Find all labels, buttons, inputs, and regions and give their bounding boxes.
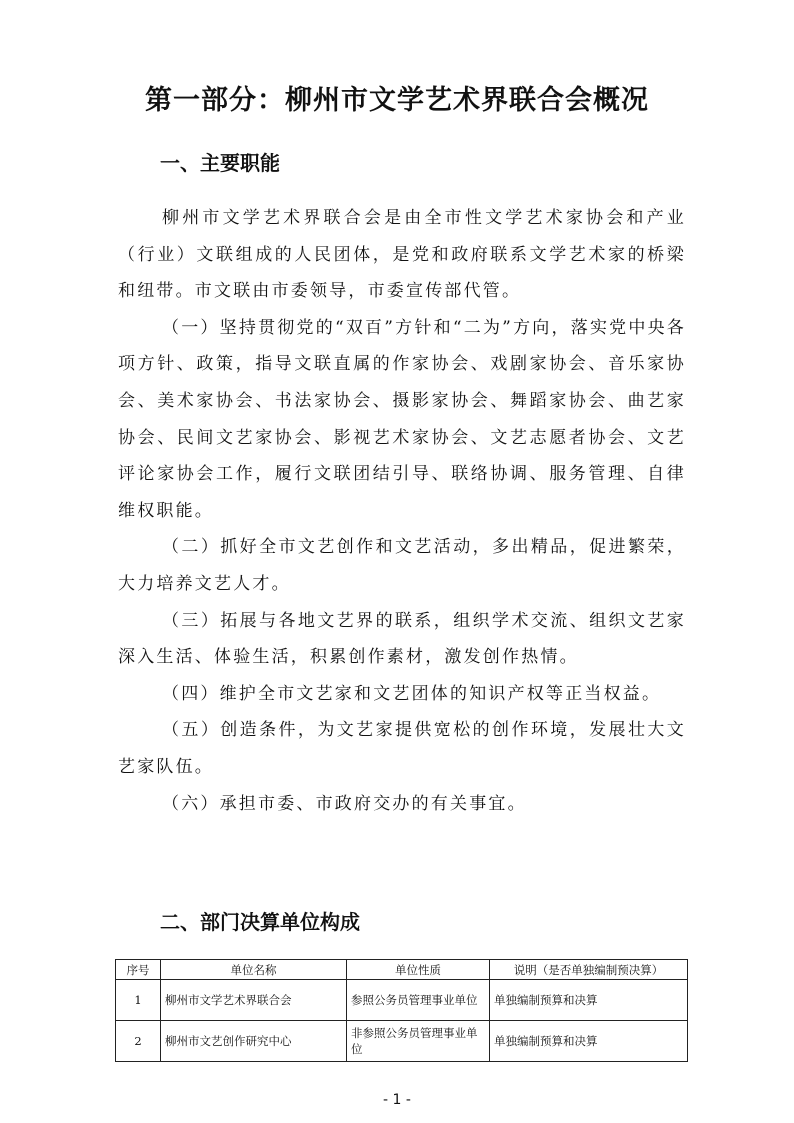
paragraph-duty-2: （二）抓好全市文艺创作和文艺活动，多出精品，促进繁荣，大力培养文艺人才。	[118, 537, 686, 594]
main-functions-body	[118, 200, 686, 822]
paragraph-duty-1: （一）坚持贯彻党的“双百”方针和“二为”方向，落实党中央各项方针、政策，指导文联直属的作家协会、戏剧家协会、音乐家协会、美术家协会、书法家协会、摄影家协会、舞蹈家协会、曲艺家协会、民间文艺家协会、影视艺术家协会、文艺志愿者协会、文艺评论家协会工作，履行文联团结引导、联络协调、服务管理、自律维权职能。	[118, 317, 686, 521]
cell-unit-type: 非参照公务员管理事业单位	[347, 1021, 490, 1062]
unit-composition-table	[115, 959, 688, 1062]
paragraph-duty-3: （三）拓展与各地文艺界的联系，组织学术交流、组织文艺家深入生活、体验生活，积累创作素材，激发创作热情。	[118, 610, 686, 668]
header-unit-type: 单位性质	[347, 960, 490, 980]
header-unit-name: 单位名称	[161, 960, 347, 980]
page-number: - 1 -	[383, 1092, 411, 1108]
cell-seq: 2	[116, 1021, 161, 1062]
header-note: 说明（是否单独编制预决算）	[490, 960, 688, 980]
cell-unit-name: 柳州市文艺创作研究中心	[161, 1021, 347, 1062]
paragraph-duty-5: （五）创造条件，为文艺家提供宽松的创作环境，发展壮大文艺家队伍。	[118, 720, 686, 777]
cell-seq: 1	[116, 980, 161, 1021]
header-seq: 序号	[116, 960, 161, 980]
paragraph-duty-6: （六）承担市委、市政府交办的有关事宜。	[162, 793, 527, 814]
paragraph-intro: 柳州市文学艺术界联合会是由全市性文学艺术家协会和产业（行业）文联组成的人民团体，是党和政府联系文学艺术家的桥梁和纽带。市文联由市委领导，市委宣传部代管。	[118, 208, 686, 302]
table-row	[116, 1021, 688, 1062]
table-row	[116, 980, 688, 1021]
paragraph-duty-4: （四）维护全市文艺家和文艺团体的知识产权等正当权益。	[162, 683, 662, 704]
section-heading-main-functions: 一、主要职能	[160, 151, 280, 175]
cell-note: 单独编制预算和决算	[490, 1021, 688, 1062]
page-title: 第一部分：柳州市文学艺术界联合会概况	[145, 85, 649, 116]
cell-note: 单独编制预算和决算	[490, 980, 688, 1021]
table-header-row	[116, 960, 688, 980]
cell-unit-name: 柳州市文学艺术界联合会	[161, 980, 347, 1021]
cell-unit-type: 参照公务员管理事业单位	[347, 980, 490, 1021]
section-heading-unit-composition: 二、部门决算单位构成	[160, 910, 360, 934]
